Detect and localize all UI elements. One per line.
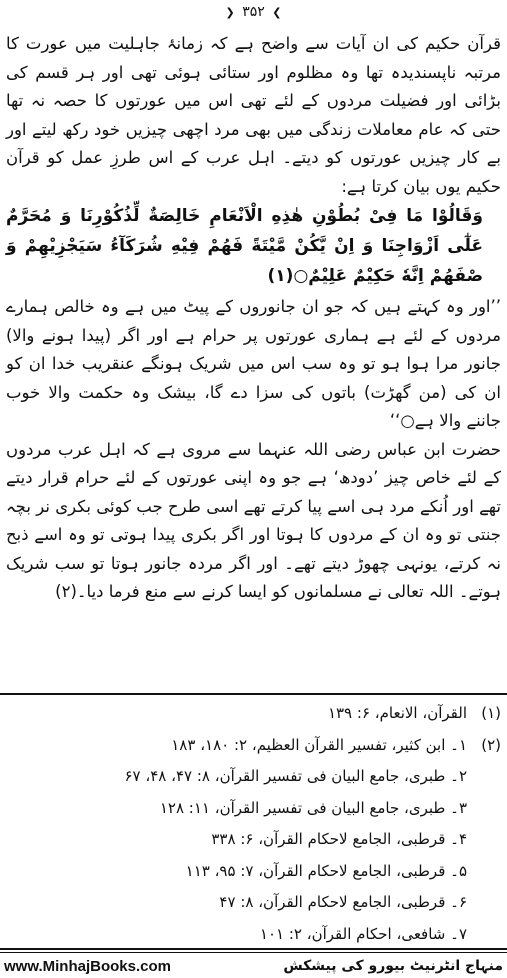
footnote-sub-reference: ۴۔ قرطبی، الجامع لاحکام القرآن، ۶: ۳۳۸	[211, 830, 467, 848]
footnote-1	[6, 698, 501, 730]
footnote-divider	[0, 693, 507, 695]
footnote-sub-reference: ۶۔ قرطبی، الجامع لاحکام القرآن، ۸: ۴۷	[219, 893, 467, 911]
footer-credit: منہاج انٹرنیٹ بیورو کی پیشکش	[283, 958, 503, 974]
footnote-number: (۲)	[481, 735, 501, 754]
footer-divider-thick	[0, 948, 507, 950]
footnote-number: (۱)	[481, 704, 501, 722]
footnote-2	[6, 730, 501, 762]
footnotes	[6, 698, 501, 950]
page-number-ornament-right: ❯	[272, 6, 282, 19]
main-text	[6, 30, 501, 607]
paragraph-narration: حضرت ابن عباس رضی اللہ عنہما سے مروی ہے کہ اہل عرب مردوں کے لئے خاص چیز ’دودھ‘ ہے جو وہ اپنی عورتوں کے لئے حرام قرار دیتے تھے اور اُنکے مرد ہی اسے پیا کرتے تھے اسی طرح جب کوئی بکری نر بچہ جنتی تو وہ ان کے مردوں کا ہوتا اور اگر بکری پیدا ہوتی تو وہ اسے ذبح نہ کرتے، یونہی چھوڑ دیتے تھے۔ اور اگر مردہ جانور ہوتا تو سب شریک ہوتے۔ اللہ تعالی نے مسلمانوں کو ایسا کرنے سے منع فرما دیا۔(۲)	[6, 439, 501, 601]
verse-translation: ’’اور وہ کہتے ہیں کہ جو ان جانوروں کے پیٹ میں ہے وہ خالص ہمارے مردوں کے لئے ہے ہماری عورتوں پر حرام ہے اور اگر (پیدا ہونے والا) جانور مرا ہوا ہو تو وہ سب اس میں شریک ہونگے عنقریب خدا ان کو ان کی (من گھڑت) باتوں کی سزا دے گا، بیشک وہ حکمت والا خوب جاننے والا ہے○‘‘	[6, 297, 501, 430]
footnote-sub-reference: ۲۔ طبری، جامع البیان فی تفسیر القرآن، ۸: ۴۷، ۴۸، ۶۷	[124, 767, 467, 785]
footnote-sub-reference: ۳۔ طبری، جامع البیان فی تفسیر القرآن، ۱۱: ۱۲۸	[159, 798, 467, 817]
footnote-sub-reference: ۵۔ قرطبی، الجامع لاحکام القرآن، ۷: ۹۵، ۱۱۳	[185, 861, 467, 880]
paragraph-intro: قرآن حکیم کی ان آیات سے واضح ہے کہ زمانۂ جاہلیت میں عورت کا مرتبہ ناپسندیدہ تھا وہ مظلوم اور ستائی ہوئی تھی اور ہر قسم کی بڑائی اور فضیلت مردوں کے لئے تھی اس میں عورتوں کا حصہ نہ تھا حتی کہ عام معاملات زندگی میں بھی مرد اچھی چیزیں خود رکھ لیتے اور بے کار چیزیں عورتوں کو دیتے۔ اہل عرب کے اس طرزِ عمل کو قرآن حکیم یوں بیان کرتا ہے:	[6, 34, 501, 196]
page-number	[0, 4, 507, 20]
footnote-text: القرآن، الانعام، ۶: ۱۳۹	[327, 704, 467, 722]
page-number-ornament-left: ❮	[225, 6, 235, 19]
quran-verse: وَقَالُوْا مَا فِیْ بُطُوْنِ هٰذِهِ الْاَنْعَامِ خَالِصَةٌ لِّذُكُوْرِنَا وَ مُحَرَّمٌ عَلٰٓى اَزْوَاجِنَا وَ اِنْ يَّكُنْ مَّيْتَةً فَهُمْ فِيْهِ شُرَكَآءُ سَيَجْزِيْهِمْ وَ صْفَهُمْ اِنَّهٗ حَكِيْمٌ عَلِيْمٌ○(۱)	[6, 206, 483, 286]
footer	[4, 956, 503, 976]
footnote-text: ۱۔ ابن کثیر، تفسیر القرآن العظیم، ۲: ۱۸۰، ۱۸۳	[171, 735, 467, 754]
page-number-value: ۳۵۲	[242, 4, 265, 20]
footer-divider-thin	[0, 952, 507, 953]
footer-website-link[interactable]: www.MinhajBooks.com	[4, 957, 171, 975]
footnote-sub-reference: ۷۔ شافعی، احکام القرآن، ۲: ۱۰۱	[259, 924, 467, 943]
